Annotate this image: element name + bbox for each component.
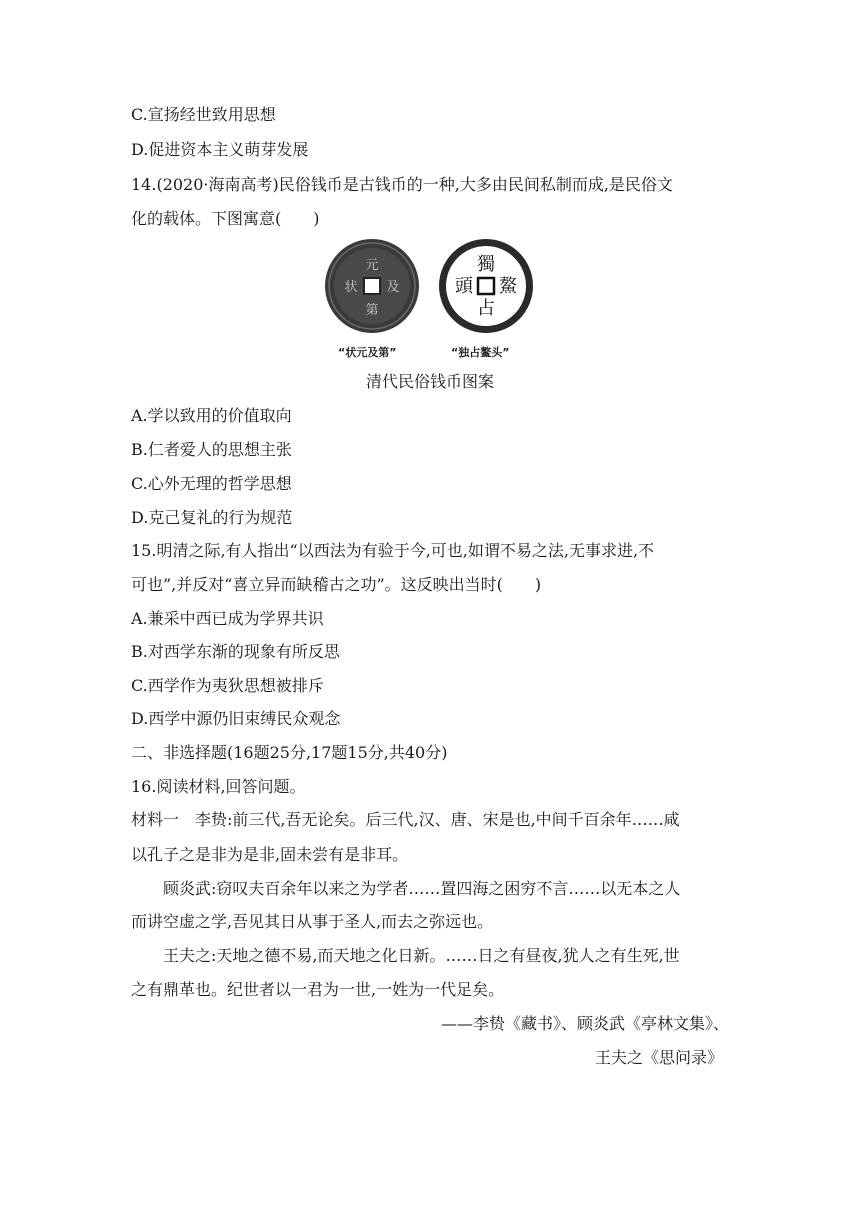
coin2-glyph-right: 鰲 — [499, 276, 517, 297]
material-1-line-6: 之有鼎革也。纪世者以一君为一世,一姓为一代足矣。 — [131, 980, 505, 999]
coin2-glyph-bottom: 占 — [477, 298, 495, 319]
source-citation-1: ——李贽《藏书》、顾炎武《亭林文集》、 — [440, 1014, 729, 1033]
coin1-glyph-left: 状 — [344, 280, 358, 295]
q15-stem-line-1: 15.明清之际,有人指出“以西法为有验于今,可也,如谓不易之法,无事求进,不 — [131, 541, 655, 560]
coin-duzhan-aotou — [439, 239, 533, 333]
material-1-line-4: 而讲空虚之学,吾见其日从事于圣人,而去之弥远也。 — [131, 912, 494, 931]
q13-option-c: C.宣扬经世致用思想 — [131, 105, 276, 124]
section-heading: 二、非选择题(16题25分,17题15分,共40分) — [131, 743, 448, 762]
q14-stem-line-2: 化的载体。下图寓意( ) — [131, 209, 320, 228]
q14-option-a: A.学以致用的价值取向 — [131, 406, 292, 425]
coin1-glyph-bottom: 第 — [365, 303, 379, 318]
q14-option-d: D.克己复礼的行为规范 — [131, 508, 293, 527]
q15-stem-line-2: 可也”,并反对“喜立异而缺稽古之功”。这反映出当时( ) — [131, 575, 542, 594]
coin1-glyph-right: 及 — [386, 280, 400, 295]
coin-figure — [320, 236, 550, 366]
coin1-caption: “状元及第” — [338, 346, 397, 359]
q16-stem: 16.阅读材料,回答问题。 — [131, 777, 306, 796]
coin2-caption: “独占鳌头” — [451, 346, 510, 359]
coin-zhuangyuan-jidi — [325, 239, 419, 333]
q14-option-b: B.仁者爱人的思想主张 — [131, 440, 292, 459]
q15-option-c: C.西学作为夷狄思想被排斥 — [131, 676, 324, 695]
coin1-glyph-top: 元 — [365, 258, 379, 273]
q15-option-d: D.西学中源仍旧束缚民众观念 — [131, 709, 341, 728]
material-1-line-1: 材料一 李贽:前三代,吾无论矣。后三代,汉、唐、宋是也,中间千百余年……咸 — [131, 810, 680, 829]
material-1-line-2: 以孔子之是非为是非,固未尝有是非耳。 — [131, 845, 409, 864]
material-1-line-5: 王夫之:天地之德不易,而天地之化日新。……日之有昼夜,犹人之有生死,世 — [163, 946, 680, 965]
coin2-glyph-top: 獨 — [477, 254, 495, 275]
q14-option-c: C.心外无理的哲学思想 — [131, 474, 292, 493]
coin2-glyph-left: 頭 — [455, 276, 473, 297]
q13-option-d: D.促进资本主义萌芽发展 — [131, 140, 309, 159]
figure-title: 清代民俗钱币图案 — [365, 372, 494, 391]
material-1-line-3: 顾炎武:窃叹夫百余年以来之为学者……置四海之困穷不言……以无本之人 — [163, 879, 681, 898]
q15-option-b: B.对西学东渐的现象有所反思 — [131, 642, 340, 661]
q15-option-a: A.兼采中西已成为学界共识 — [131, 609, 324, 628]
q14-stem-line-1: 14.(2020·海南高考)民俗钱币是古钱币的一种,大多由民间私制而成,是民俗文 — [131, 175, 673, 194]
source-citation-2: 王夫之《思问录》 — [594, 1048, 723, 1067]
